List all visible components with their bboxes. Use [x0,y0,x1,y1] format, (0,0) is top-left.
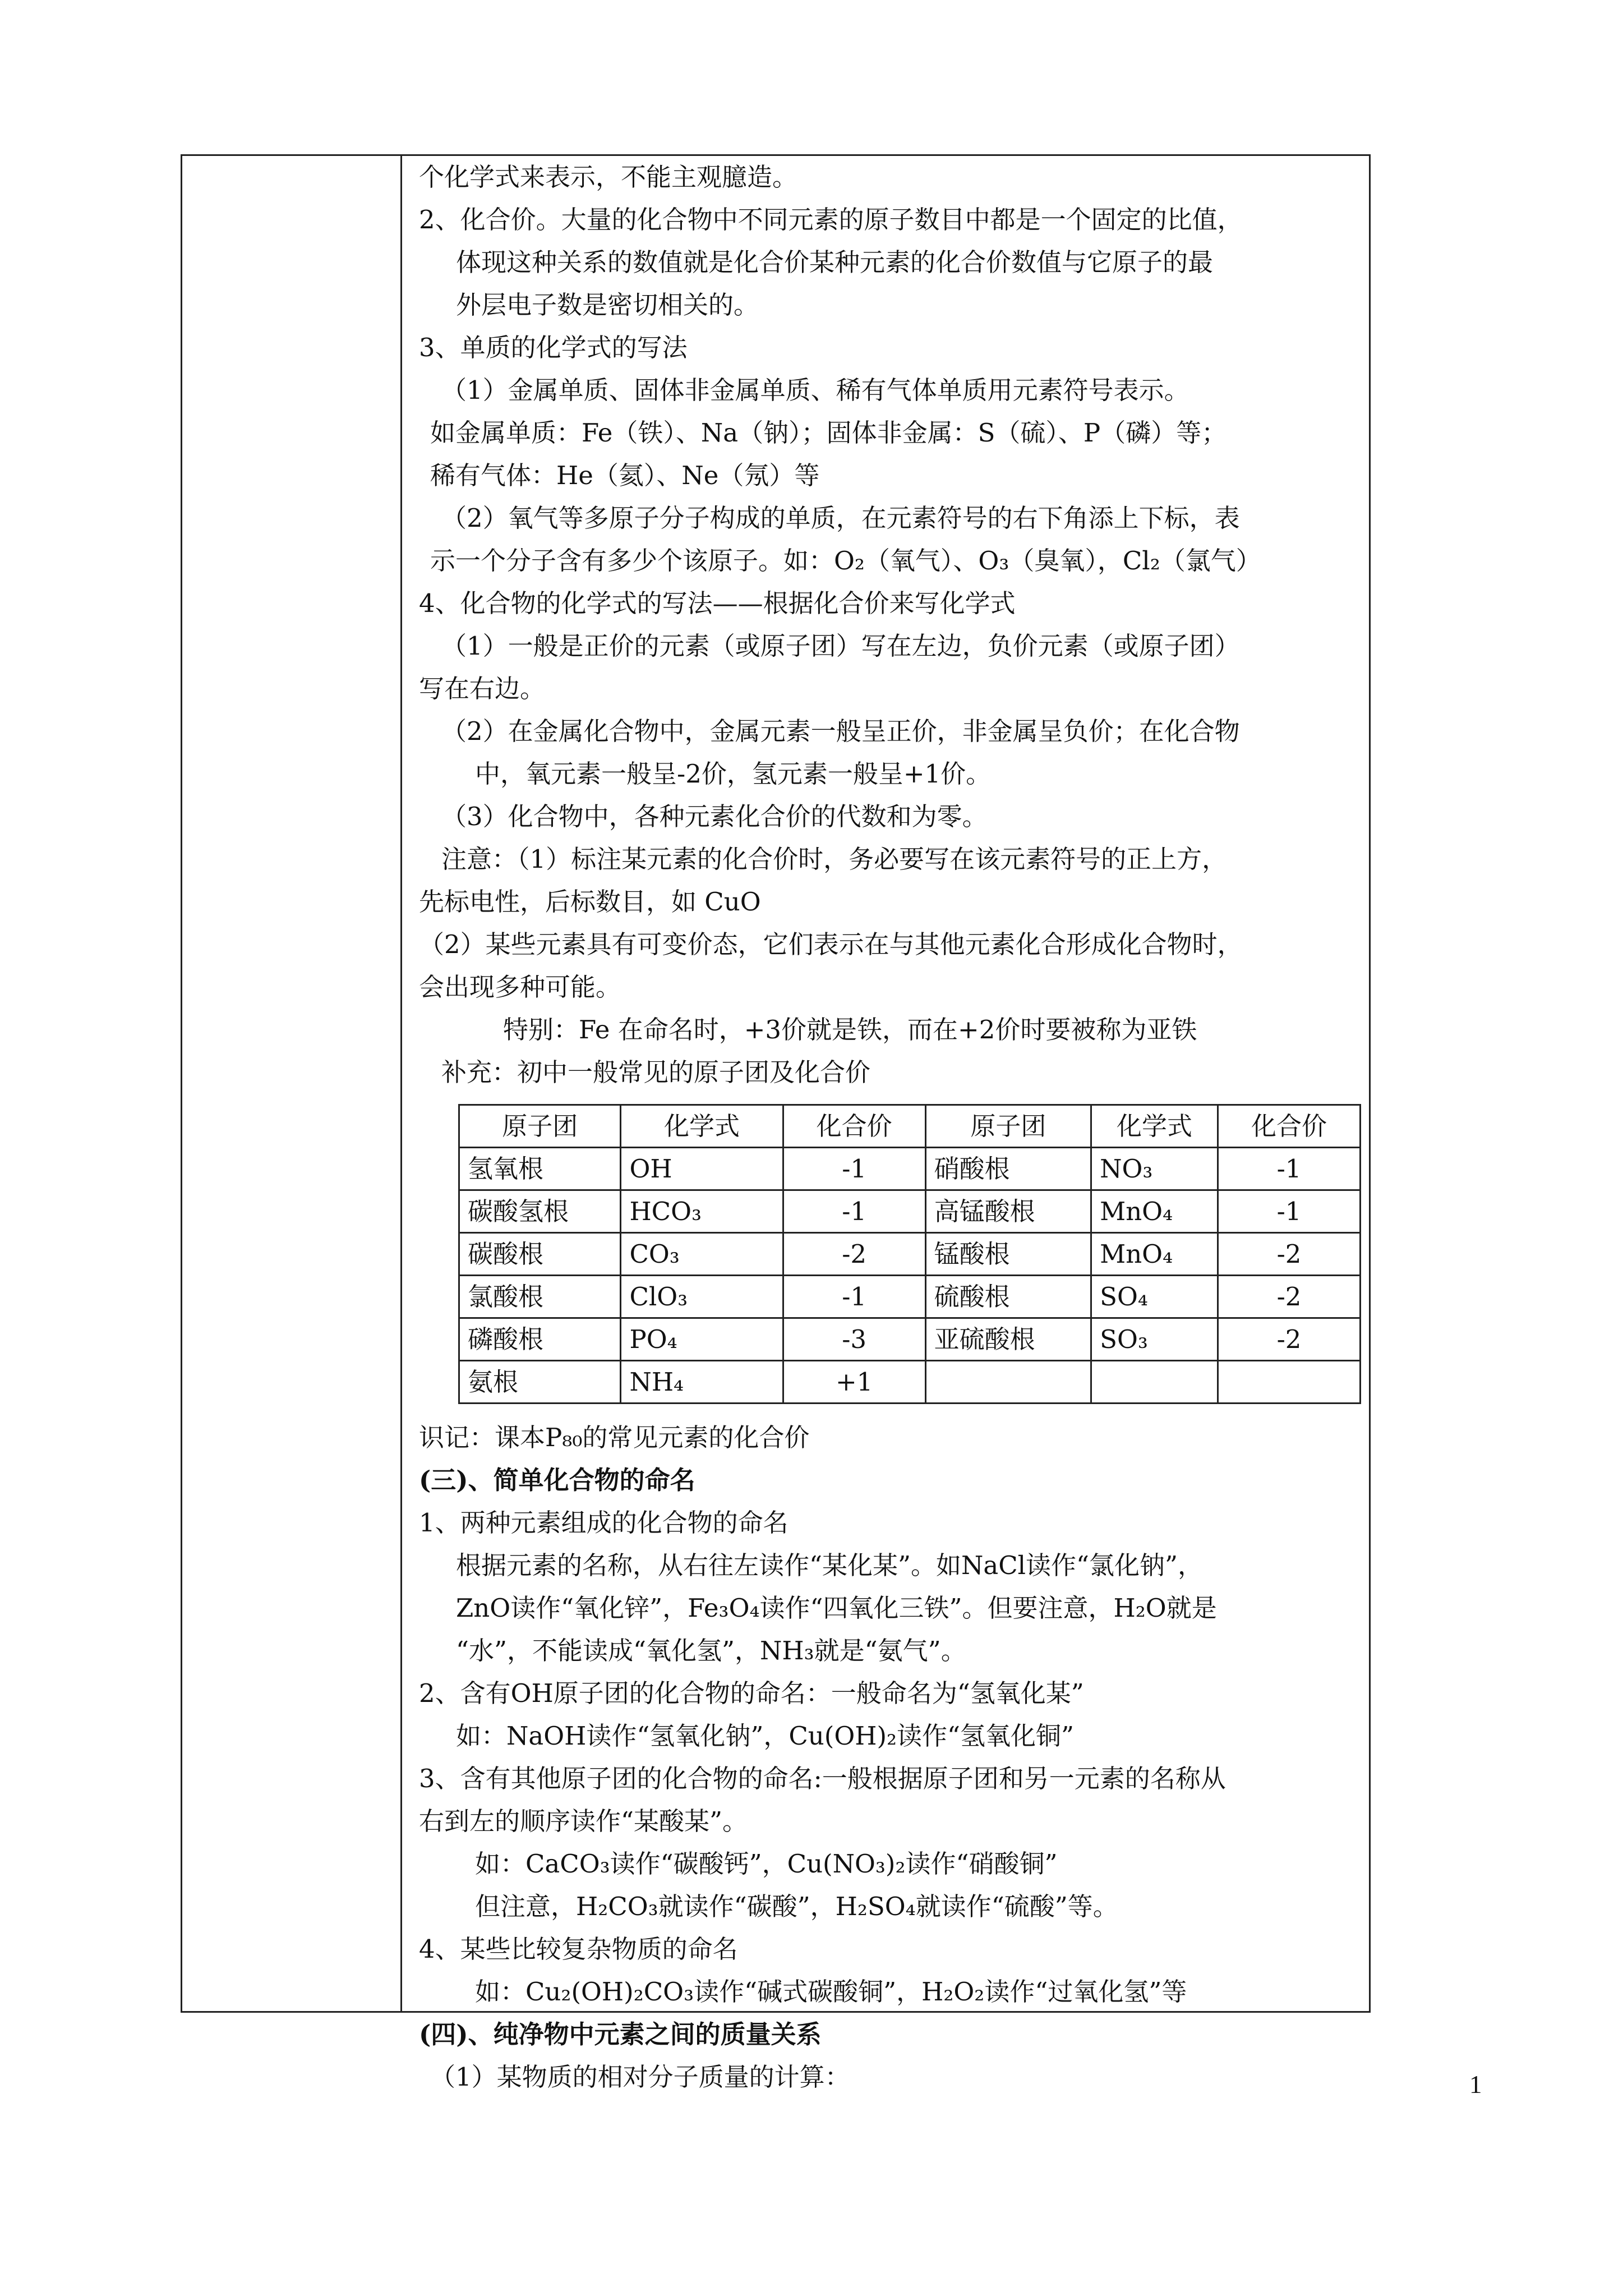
radical-valence-table [458,1104,1361,1404]
table-cell: -1 [1218,1148,1360,1190]
text-line: (四)、纯净物中元素之间的质量关系 [419,2019,822,2049]
table-cell: HCO₃ [621,1190,783,1233]
text-line: 中，氧元素一般呈-2价，氢元素一般呈+1价。 [475,759,992,789]
table-cell: -1 [783,1276,925,1318]
text-line: 如金属单质：Fe（铁）、Na（钠）；固体非金属：S（硫）、P（磷）等； [430,418,1227,448]
text-line: 如：NaOH读作“氢氧化钠”，Cu(OH)₂读作“氢氧化铜” [456,1721,1075,1751]
table-header-cell: 化学式 [1091,1105,1218,1148]
table-row [459,1190,1361,1233]
text-line: “水”，不能读成“氧化氢”，NH₃就是“氨气”。 [456,1636,966,1665]
table-cell: CO₃ [621,1233,783,1276]
text-block-bottom [419,1416,1361,2099]
text-line: 稀有气体：He（氦）、Ne（氖）等 [430,461,820,490]
table-cell: MnO₄ [1091,1190,1218,1233]
table-cell: -1 [783,1190,925,1233]
text-line: 3、含有其他原子团的化合物的命名:一般根据原子团和另一元素的名称从 [419,1764,1226,1793]
table-cell: PO₄ [621,1318,783,1361]
table-cell: 氢氧根 [459,1148,621,1190]
table-cell: SO₄ [1091,1276,1218,1318]
table-cell: -2 [783,1233,925,1276]
text-line: 3、单质的化学式的写法 [419,333,688,362]
text-line: 外层电子数是密切相关的。 [456,290,759,320]
text-line: 4、化合物的化学式的写法——根据化合价来写化学式 [419,588,1016,618]
table-cell: 锰酸根 [925,1233,1091,1276]
table-cell: ClO₃ [621,1276,783,1318]
table-cell: SO₃ [1091,1318,1218,1361]
content-cell [419,156,1361,2092]
table-cell: NH₄ [621,1361,783,1404]
column-divider [400,154,402,2013]
table-header-cell: 原子团 [925,1105,1091,1148]
table-cell: NO₃ [1091,1148,1218,1190]
text-line: 根据元素的名称，从右往左读作“某化某”。如NaCl读作“氯化钠”， [456,1550,1204,1580]
text-line: 体现这种关系的数值就是化合价某种元素的化合价数值与它原子的最 [456,247,1214,277]
text-block-top [419,156,1361,1094]
text-line: 1、两种元素组成的化合物的命名 [419,1508,789,1538]
text-line: 补充：初中一般常见的原子团及化合价 [441,1057,871,1087]
table-cell: 硝酸根 [925,1148,1091,1190]
text-line: 示一个分子含有多少个该原子。如：O₂（氧气）、O₃（臭氧），Cl₂（氯气） [430,546,1261,576]
table-cell: 硫酸根 [925,1276,1091,1318]
table-cell: -1 [783,1148,925,1190]
table-row [459,1233,1361,1276]
table-header-cell: 化合价 [783,1105,925,1148]
text-line: （2）某些元素具有可变价态，它们表示在与其他元素化合形成化合物时， [419,930,1243,959]
table-row [459,1318,1361,1361]
table-cell: 碳酸根 [459,1233,621,1276]
text-line: 但注意，H₂CO₃就读作“碳酸”，H₂SO₄就读作“硫酸”等。 [475,1892,1118,1921]
table-row [459,1361,1361,1404]
text-line: 写在右边。 [419,674,546,703]
table-cell: -3 [783,1318,925,1361]
text-line: (三)、简单化合物的命名 [419,1465,695,1495]
text-line: 注意：（1）标注某元素的化合价时，务必要写在该元素符号的正上方， [441,844,1228,874]
table-header-cell: 化学式 [621,1105,783,1148]
table-cell: 高锰酸根 [925,1190,1091,1233]
text-line: 特别：Fe 在命名时，+3价就是铁，而在+2价时要被称为亚铁 [503,1015,1197,1045]
text-line: （2）在金属化合物中，金属元素一般呈正价，非金属呈负价；在化合物 [441,716,1240,746]
table-cell: -2 [1218,1318,1360,1361]
table-cell: -2 [1218,1233,1360,1276]
table-cell: MnO₄ [1091,1233,1218,1276]
text-line: 个化学式来表示，不能主观臆造。 [419,162,798,192]
table-row [459,1148,1361,1190]
table-cell [1218,1361,1360,1404]
text-line: （3）化合物中，各种元素化合价的代数和为零。 [441,802,988,831]
text-line: 4、某些比较复杂物质的命名 [419,1934,738,1964]
text-line: 会出现多种可能。 [419,972,621,1002]
page-number: 1 [1469,2070,1482,2099]
table-cell: 磷酸根 [459,1318,621,1361]
table-cell [1091,1361,1218,1404]
table-cell: 亚硫酸根 [925,1318,1091,1361]
table-header-cell: 原子团 [459,1105,621,1148]
table-cell: OH [621,1148,783,1190]
table-cell: 氨根 [459,1361,621,1404]
text-line: （1）一般是正价的元素（或原子团）写在左边，负价元素（或原子团） [441,631,1240,661]
table-cell: -1 [1218,1190,1360,1233]
text-line: 先标电性，后标数目，如 CuO [419,887,761,917]
text-line: 2、含有OH原子团的化合物的命名：一般命名为“氢氧化某” [419,1678,1084,1708]
table-cell [925,1361,1091,1404]
table-cell: 碳酸氢根 [459,1190,621,1233]
table-header-row [459,1105,1361,1148]
text-line: ZnO读作“氧化锌”，Fe₃O₄读作“四氧化三铁”。但要注意，H₂O就是 [456,1593,1217,1623]
text-line: （1）某物质的相对分子质量的计算： [430,2062,850,2092]
text-line: 识记：课本P₈₀的常见元素的化合价 [419,1423,810,1452]
text-line: 右到左的顺序读作“某酸某”。 [419,1806,748,1836]
table-cell: -2 [1218,1276,1360,1318]
text-line: （1）金属单质、固体非金属单质、稀有气体单质用元素符号表示。 [441,375,1189,405]
table-cell: +1 [783,1361,925,1404]
text-line: 2、化合价。大量的化合物中不同元素的原子数目中都是一个固定的比值， [419,205,1243,234]
table-row [459,1276,1361,1318]
text-line: 如：Cu₂(OH)₂CO₃读作“碱式碳酸铜”，H₂O₂读作“过氧化氢”等 [475,1977,1187,2007]
text-line: （2）氧气等多原子分子构成的单质，在元素符号的右下角添上下标，表 [441,503,1240,533]
text-line: 如：CaCO₃读作“碳酸钙”，Cu(NO₃)₂读作“硝酸铜” [475,1849,1058,1879]
table-cell: 氯酸根 [459,1276,621,1318]
table-header-cell: 化合价 [1218,1105,1360,1148]
